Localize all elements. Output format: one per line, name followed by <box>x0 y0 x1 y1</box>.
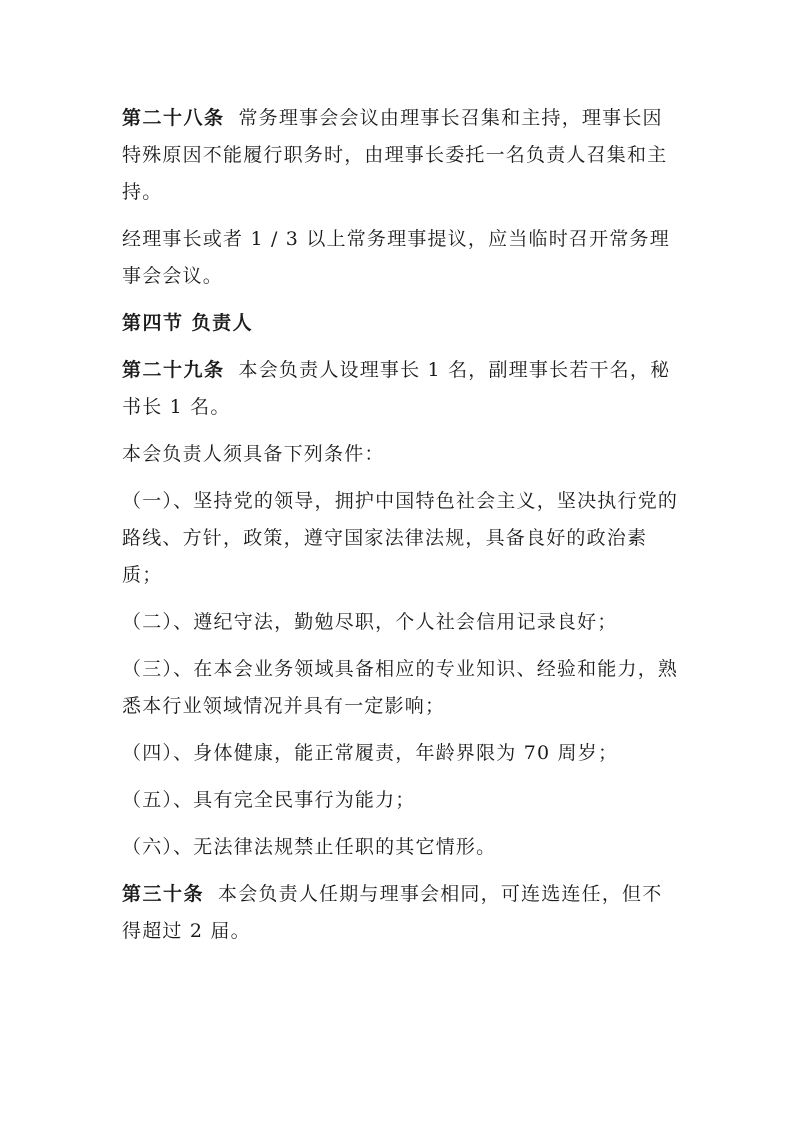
article-30-heading: 第三十条 <box>122 883 205 905</box>
article-28 <box>122 100 682 211</box>
requirement-item-2: （二）、遵纪守法，勤勉尽职，个人社会信用记录良好； <box>122 611 618 633</box>
article-29-heading: 第二十九条 <box>122 359 225 381</box>
requirement-item-4: （四）、身体健康，能正常履责，年龄界限为 70 周岁； <box>122 742 619 764</box>
document-body <box>122 100 682 950</box>
requirement-item-3: （三）、在本会业务领域具备相应的专业知识、经验和能力，熟悉本行业领域情况并具有一定影响； <box>122 658 679 717</box>
article-28-heading: 第二十八条 <box>122 107 225 129</box>
requirement-item-6: （六）、无法律法规禁止任职的其它情形。 <box>122 836 497 858</box>
article-30-text: 本会负责人任期与理事会相同，可连选连任，但不得超过 2 届。 <box>122 883 663 942</box>
article-29-text: 本会负责人设理事长 1 名，副理事长若干名，秘书长 1 名。 <box>122 359 671 418</box>
requirement-item-1: （一）、坚持党的领导，拥护中国特色社会主义，坚决执行党的路线、方针，政策，遵守国家法律法规，具备良好的政治素质； <box>122 490 679 586</box>
article-28-text: 常务理事会会议由理事长召集和主持，理事长因特殊原因不能履行职务时，由理事长委托一名负责人召集和主持。 <box>122 107 668 203</box>
article-29 <box>122 352 682 426</box>
requirements-intro: 本会负责人须具备下列条件： <box>122 443 385 465</box>
article-28-paragraph-2: 经理事长或者 1 / 3 以上常务理事提议，应当临时召开常务理事会会议。 <box>122 228 670 287</box>
article-30 <box>122 876 682 950</box>
section-4-title: 第四节 负责人 <box>122 312 254 334</box>
requirement-item-5: （五）、具有完全民事行为能力； <box>122 789 416 811</box>
